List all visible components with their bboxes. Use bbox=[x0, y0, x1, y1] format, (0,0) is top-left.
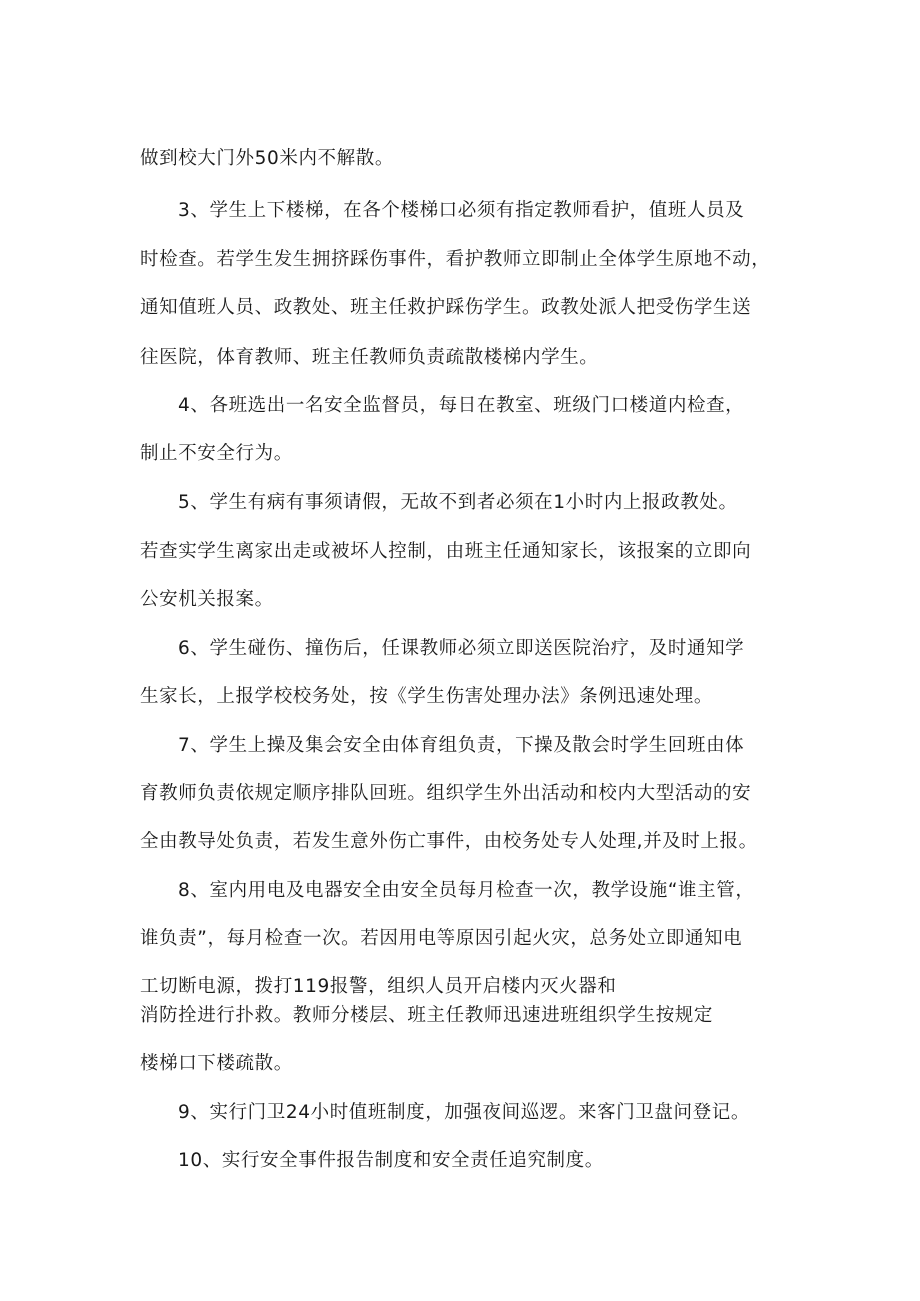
text-line: 9、实行门卫24小时值班制度，加强夜间巡逻。来客门卫盘问登记。 bbox=[178, 1102, 750, 1123]
text-line: 10、实行安全事件报告制度和安全责任追究制度。 bbox=[178, 1150, 604, 1171]
text-line: 5、学生有病有事须请假，无故不到者必须在1小时内上报政教处。 bbox=[178, 492, 738, 513]
text-line: 8、室内用电及电器安全由安全员每月检查一次，教学设施“谁主管， bbox=[178, 880, 755, 901]
text-line: 6、学生碰伤、撞伤后，任课教师必须立即送医院治疗，及时通知学 bbox=[178, 638, 745, 659]
text-line: 公安机关报案。 bbox=[140, 589, 274, 610]
text-line: 育教师负责依规定顺序排队回班。组织学生外出活动和校内大型活动的安 bbox=[140, 783, 752, 804]
text-line: 制止不安全行为。 bbox=[140, 443, 293, 464]
text-line: 消防拴进行扑救。教师分楼层、班主任教师迅速进班组织学生按规定 bbox=[140, 1005, 714, 1026]
text-line: 若查实学生离家出走或被坏人控制，由班主任通知家长，该报案的立即向 bbox=[140, 541, 752, 562]
text-line: 往医院，体育教师、班主任教师负责疏散楼梯内学生。 bbox=[140, 347, 599, 368]
text-line: 工切断电源，拨打119报警，组织人员开启楼内灭火器和 bbox=[140, 976, 617, 997]
text-line: 7、学生上操及集会安全由体育组负责，下操及散会时学生回班由体 bbox=[178, 735, 745, 756]
text-line: 谁负责”，每月检查一次。若因用电等原因引起火灾，总务处立即通知电 bbox=[140, 928, 743, 949]
text-line: 4、各班选出一名安全监督员，每日在教室、班级门口楼道内检查， bbox=[178, 395, 745, 416]
text-line: 全由教导处负责，若发生意外伤亡事件，由校务处专人处理,并及时上报。 bbox=[140, 831, 758, 852]
text-line: 做到校大门外50米内不解散。 bbox=[140, 148, 394, 169]
text-line: 3、学生上下楼梯，在各个楼梯口必须有指定教师看护，值班人员及 bbox=[178, 200, 745, 221]
text-line: 生家长，上报学校校务处，按《学生伤害处理办法》条例迅速处理。 bbox=[140, 686, 714, 707]
text-line: 时检查。若学生发生拥挤踩伤事件，看护教师立即制止全体学生原地不动， bbox=[140, 249, 771, 270]
text-line: 楼梯口下楼疏散。 bbox=[140, 1053, 293, 1074]
text-line: 通知值班人员、政教处、班主任救护踩伤学生。政教处派人把受伤学生送 bbox=[140, 297, 752, 318]
